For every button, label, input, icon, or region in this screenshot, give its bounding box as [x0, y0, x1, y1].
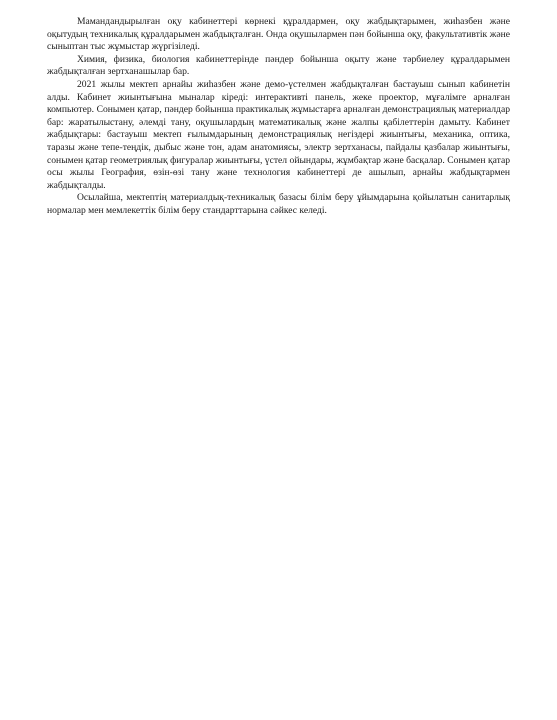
paragraph-specialized-classrooms: Мамандандырылған оқу кабинеттері көрнекі құралдармен, оқу жабдықтарымен, жиһазбен және оқытудың техникалық құралдарымен жабдықталған. Онда оқушылармен пән бойынша оқу, факультативтік және сыныптан тыс жұмыстар жүргізіледі.: [47, 16, 510, 53]
paragraph-science-labs: Химия, физика, биология кабинеттерінде пәндер бойынша оқыту және тәрбиелеу құралдарымен жабдықталған зертханашылар бар.: [47, 53, 510, 78]
paragraph-conclusion: Осылайша, мектептің материалдық-техникалық базасы білім беру ұйымдарына қойылатын санитарлық нормалар мен мемлекеттік білім беру стандарттарына сәйкес келеді.: [47, 192, 510, 216]
body-text: [47, 16, 510, 218]
paragraph-primary-classroom-2021: 2021 жылы мектеп арнайы жиһазбен және демо-үстелмен жабдықталған бастауыш сынып кабинетін алды. Кабинет жиынтығына мыналар кіреді: интерактивті панель, жеке проектор, мұғалімге арналған компьютер. Сонымен қатар, пәндер бойынша практикалық жұмыстарға арналған демонстрациялық материалдар бар: жаратылыстану, әлемді тану, оқушылардың математикалық және жалпы қабілеттерін дамыту. Кабинет жабдықтары: бастауыш мектеп ғылымдарының демонстрациялық негіздері жиынтығы, механика, оптика, таразы және тепе-теңдік, дыбыс және тон, адам анатомиясы, электр зертханасы, пайдалы қазбалар жиынтығы, сонымен қатар геометриялық фигуралар жиынтығы, үстел ойындары, жұмбақтар және басқалар. Сонымен қатар осы жылы География, өзін-өзі тану және технология кабинеттері де ашылып, арнайы жабдықтармен жабдықталды.: [47, 78, 510, 191]
